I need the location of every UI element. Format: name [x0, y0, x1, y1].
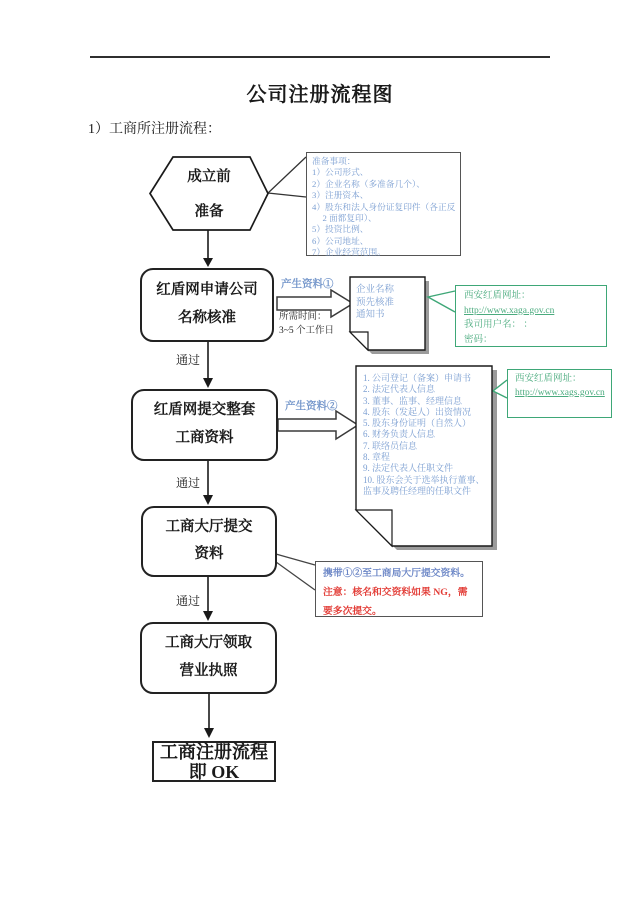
step-get-license-line1: 工商大厅领取 — [165, 635, 252, 652]
step-get-license-line2: 营业执照 — [179, 663, 238, 679]
step-submit-hall — [141, 506, 277, 577]
step-submit-online-line1: 红盾网提交整套 — [153, 402, 256, 419]
pass-label-3: 通过 — [176, 594, 201, 608]
prep-note-item: 3）注册资本、 — [312, 190, 369, 201]
hongdun-note1-box — [455, 285, 607, 347]
doc1-text — [356, 284, 420, 322]
hongdun-note2-box — [507, 369, 612, 418]
doc2-fold — [356, 510, 392, 546]
step-name-approval-line2: 名称核准 — [178, 310, 236, 327]
doc2-item: 5. 股东身份证明（自然人） — [363, 418, 472, 429]
doc2-item: 6. 财务负责人信息 — [363, 429, 436, 440]
step-get-license — [140, 622, 277, 694]
step-submit-hall-line1: 工商大厅提交 — [165, 518, 253, 535]
step-finished-line2: 即 OK — [188, 761, 240, 782]
hongdun1-password-label: 密码： — [464, 334, 493, 345]
pass-label-2: 通过 — [176, 476, 201, 490]
submit-note-line1: 携带①②至工商局大厅提交资料。 — [323, 568, 470, 579]
doc2-item: 3. 董事、监事、经理信息 — [363, 395, 463, 406]
step-submit-hall-line2: 资料 — [194, 546, 224, 563]
produce1-label: 产生资料① — [281, 279, 334, 290]
doc2-item: 10. 股东会关于选举执行董事、监事及聘任经理的任职文件 — [363, 474, 485, 496]
page-title: 公司注册流程图 — [246, 84, 394, 106]
prep-note-item: 4）股东和法人身份证复印件（各正反 2 面都复印）、 — [312, 201, 456, 224]
hongdun1-username-label: 我司用户名： ： — [464, 320, 533, 330]
prep-note-item: 6）公司地址、 — [312, 235, 369, 246]
doc1-line1: 企业名称 — [356, 285, 395, 295]
produce2-label: 产生资料② — [285, 401, 338, 412]
prep-note-item: 5）投资比例、 — [312, 224, 369, 235]
submit-note-line2: 注意：核名和交资料如果 NG，需要多次提交。 — [323, 587, 468, 617]
submit-note-box — [315, 561, 483, 617]
hongdun1-site-label: 西安红盾网址： — [464, 291, 531, 301]
hexagon-line2: 准备 — [194, 204, 224, 220]
prep-callout-wedge — [268, 157, 306, 197]
section-label: 1）工商所注册流程： — [88, 122, 221, 137]
time-value: 3~5 个工作日 — [279, 326, 335, 336]
doc2-item: 4. 股东（发起人）出资情况 — [363, 406, 472, 417]
prep-note-item: 2）企业名称（多准备几个）、 — [312, 178, 425, 189]
doc1-line2: 预先核准 — [356, 297, 395, 308]
hongdun2-site-label: 西安红盾网址： — [515, 374, 582, 384]
step-name-approval-line1: 红盾网申请公司 — [156, 281, 258, 298]
produce2-block-arrow — [278, 411, 358, 439]
doc1-line3: 通知书 — [356, 310, 385, 320]
pass-label-1: 通过 — [176, 353, 201, 367]
doc2-text — [363, 373, 487, 497]
doc1-fold — [350, 332, 368, 350]
step-finished — [152, 741, 276, 782]
prep-note-box — [306, 152, 461, 256]
top-rule — [90, 56, 550, 58]
step-submit-online — [131, 389, 278, 461]
time-caption: 所需时间： — [279, 312, 327, 322]
doc2-item: 2. 法定代表人信息 — [363, 384, 436, 395]
hongdun1-callout-wedge — [428, 291, 455, 312]
doc2-item: 1. 公司登记（备案）申请书 — [363, 373, 472, 383]
step-finished-line1: 工商注册流程 — [160, 741, 268, 762]
doc2-item: 8. 章程 — [363, 452, 391, 463]
prep-note-title: 准备事项： — [312, 156, 356, 166]
prep-note-item: 1）公司形式、 — [312, 167, 369, 178]
hexagon-line1: 成立前 — [187, 169, 231, 185]
doc2-item: 7. 联络员信息 — [363, 440, 418, 451]
step-submit-online-line2: 工商资料 — [175, 430, 234, 446]
hongdun2-url-link[interactable]: http://www.xags.gov.cn — [515, 387, 605, 398]
prep-note-item: 7）企业经营范围。 — [312, 247, 386, 258]
hongdun1-url-link[interactable]: http://www.xaga.gov.cn — [464, 305, 555, 316]
doc2-item: 9. 法定代表人任职文件 — [363, 463, 454, 474]
step-name-approval — [140, 268, 274, 342]
